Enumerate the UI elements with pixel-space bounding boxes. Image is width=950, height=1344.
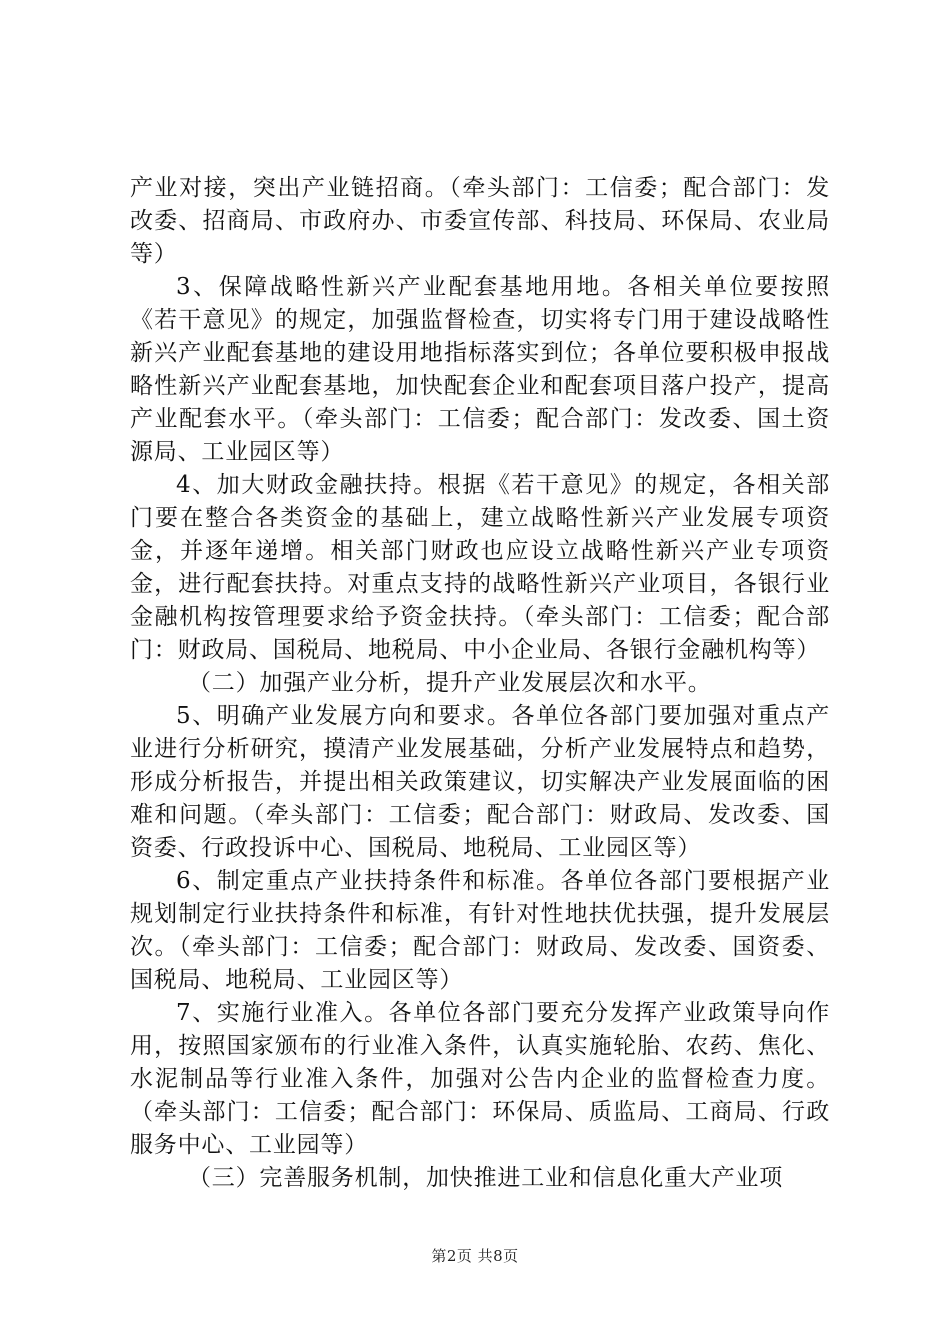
section-heading-2: （二）加强产业分析，提升产业发展层次和水平。	[188, 670, 712, 696]
section-heading-3: （三）完善服务机制，加快推进工业和信息化重大产业项	[188, 1165, 783, 1191]
paragraph-item-6: 6、制定重点产业扶持条件和标准。各单位各部门要根据产业规划制定行业扶持条件和标准，有针对性地扶优扶强，提升发展层次。（牵头部门：工信委；配合部门：财政局、发改委、国资委、国税局、地税局、工业园区等）	[130, 868, 830, 993]
paragraph-item-5: 5、明确产业发展方向和要求。各单位各部门要加强对重点产业进行分析研究，摸清产业发展基础，分析产业发展特点和趋势，形成分析报告，并提出相关政策建议，切实解决产业发展面临的困难和问题。（牵头部门：工信委；配合部门：财政局、发改委、国资委、行政投诉中心、国税局、地税局、工业园区等）	[130, 703, 830, 861]
paragraph-item-4: 4、加大财政金融扶持。根据《若干意见》的规定，各相关部门要在整合各类资金的基础上，建立战略性新兴产业发展专项资金，并逐年递增。相关部门财政也应设立战略性新兴产业专项资金，进行配套扶持。对重点支持的战略性新兴产业项目，各银行业金融机构按管理要求给予资金扶持。（牵头部门：工信委；配合部门：财政局、国税局、地税局、中小企业局、各银行金融机构等）	[130, 472, 830, 663]
paragraph-item-3: 3、保障战略性新兴产业配套基地用地。各相关单位要按照《若干意见》的规定，加强监督检查，切实将专门用于建设战略性新兴产业配套基地的建设用地指标落实到位；各单位要积极申报战略性新兴产业配套基地，加快配套企业和配套项目落户投产，提高产业配套水平。（牵头部门：工信委；配合部门：发改委、国土资源局、工业园区等）	[130, 274, 830, 465]
page-number-label: 第2页 共8页	[431, 1247, 519, 1265]
paragraph-continuation: 产业对接，突出产业链招商。（牵头部门：工信委；配合部门：发改委、招商局、市政府办、市委宣传部、科技局、环保局、农业局等）	[130, 175, 830, 267]
paragraph-item-7: 7、实施行业准入。各单位各部门要充分发挥产业政策导向作用，按照国家颁布的行业准入条件，认真实施轮胎、农药、焦化、水泥制品等行业准入条件，加强对公告内企业的监督检查力度。（牵头部门：工信委；配合部门：环保局、质监局、工商局、行政服务中心、工业园等）	[130, 1000, 830, 1158]
document-body	[130, 172, 830, 1195]
page-footer	[0, 1245, 950, 1266]
